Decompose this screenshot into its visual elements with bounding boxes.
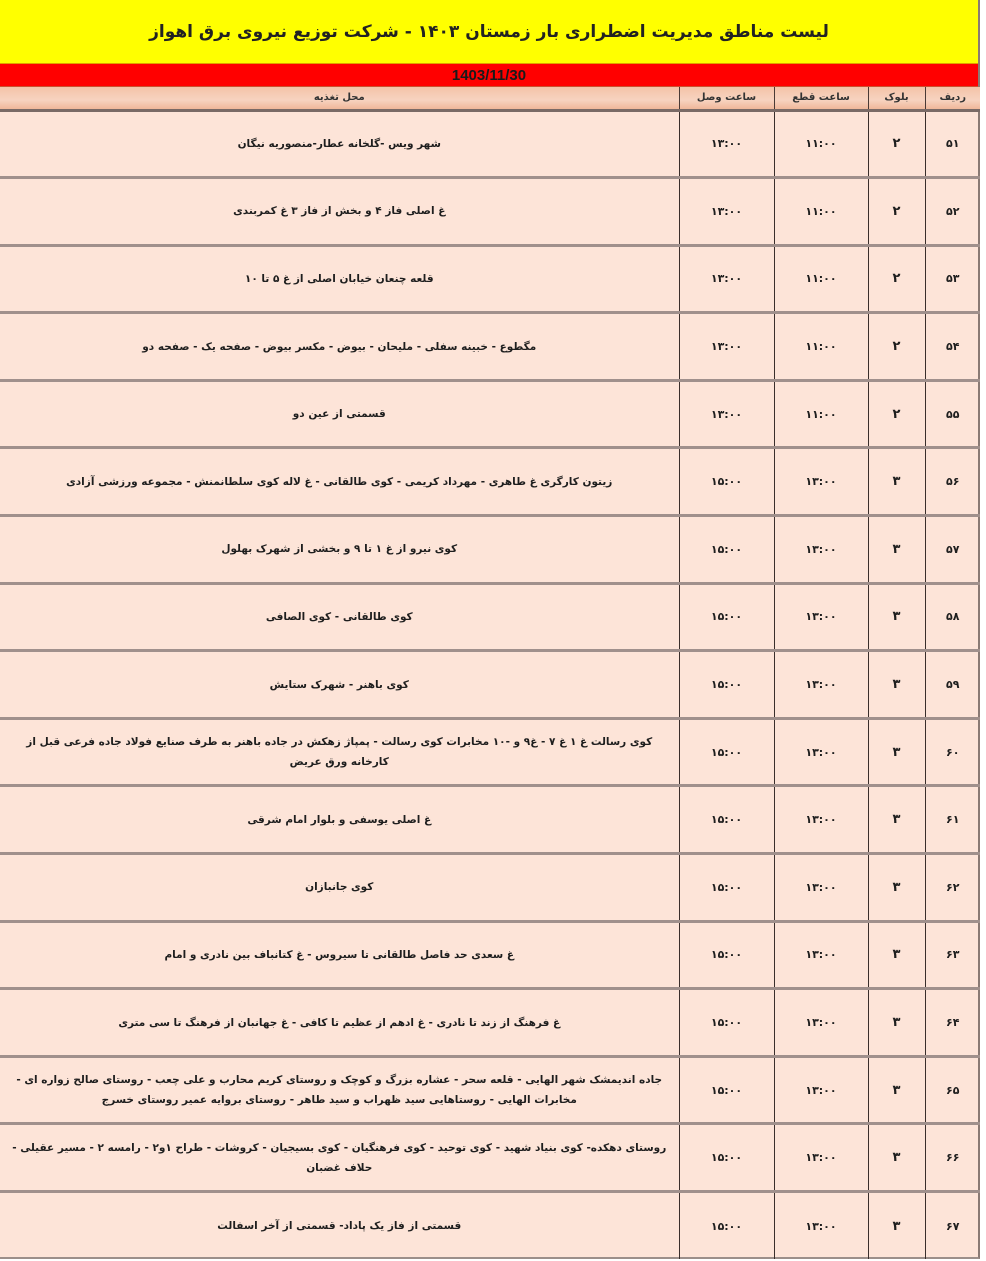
connect-time-cell: ۱۵:۰۰ [679, 718, 774, 786]
place-cell: غ اصلی یوسفی و بلوار امام شرقی [0, 786, 679, 854]
header-connect-time: ساعت وصل [679, 87, 774, 110]
connect-time-cell: ۱۵:۰۰ [679, 1056, 774, 1124]
cut-time-cell: ۱۳:۰۰ [774, 448, 868, 516]
cut-time-cell: ۱۱:۰۰ [774, 178, 868, 246]
cut-time-cell: ۱۳:۰۰ [774, 989, 868, 1057]
row-number-cell: ۵۱ [925, 110, 980, 178]
cut-time-cell: ۱۳:۰۰ [774, 1056, 868, 1124]
place-cell: قسمتی از عین دو [0, 380, 679, 448]
connect-time-cell: ۱۵:۰۰ [679, 583, 774, 651]
table-row [0, 718, 980, 786]
table-row [0, 380, 980, 448]
block-cell: ۳ [868, 1192, 925, 1260]
title-bar [0, 0, 978, 64]
block-cell: ۳ [868, 989, 925, 1057]
row-number-cell: ۵۹ [925, 651, 980, 719]
place-cell: روستای دهکده- کوی بنیاد شهید - کوی توحید - کوی فرهنگیان - کوی بسیجیان - کروشات - طراح ۱و۲ - رامسه ۲ - مسیر عقیلی - حلاف غضبان [0, 1124, 679, 1192]
table-row [0, 1192, 980, 1260]
place-cell: جاده اندیمشک شهر الهایی - قلعه سحر - عشاره بزرگ و کوچک و روستای کریم محارب و علی چعب - روستای صالح زواره ای - مخابرات الهایی - روستاهایی سید ظهراب و سید طاهر - روستای بروایه عمیر روستای خسرج [0, 1056, 679, 1124]
block-cell: ۳ [868, 718, 925, 786]
row-number-cell: ۵۳ [925, 245, 980, 313]
place-cell: کوی رسالت غ ۱ غ ۷ - غ۹ و -۱۰ مخابرات کوی رسالت - پمپاژ زهکش در جاده باهنر به طرف صنایع فولاد جاده فرعی قبل از کارخانه ورق عریض [0, 718, 679, 786]
connect-time-cell: ۱۵:۰۰ [679, 1192, 774, 1260]
connect-time-cell: ۱۳:۰۰ [679, 178, 774, 246]
block-cell: ۳ [868, 921, 925, 989]
table-row [0, 1124, 980, 1192]
table-row [0, 245, 980, 313]
table-row [0, 786, 980, 854]
cut-time-cell: ۱۳:۰۰ [774, 718, 868, 786]
block-cell: ۲ [868, 110, 925, 178]
row-number-cell: ۶۱ [925, 786, 980, 854]
table-row [0, 989, 980, 1057]
connect-time-cell: ۱۵:۰۰ [679, 516, 774, 584]
table-row [0, 854, 980, 922]
connect-time-cell: ۱۵:۰۰ [679, 854, 774, 922]
cut-time-cell: ۱۳:۰۰ [774, 651, 868, 719]
table-row [0, 583, 980, 651]
block-cell: ۳ [868, 516, 925, 584]
row-number-cell: ۶۴ [925, 989, 980, 1057]
table-row [0, 448, 980, 516]
cut-time-cell: ۱۱:۰۰ [774, 245, 868, 313]
cut-time-cell: ۱۳:۰۰ [774, 921, 868, 989]
place-cell: قسمتی از فاز یک پاداد- قسمتی از آخر اسفالت [217, 1220, 462, 1233]
connect-time-cell: ۱۵:۰۰ [679, 1124, 774, 1192]
cut-time-cell: ۱۱:۰۰ [774, 313, 868, 381]
connect-time-cell: ۱۳:۰۰ [679, 110, 774, 178]
table-header-row [0, 87, 980, 110]
connect-time-cell: ۱۳:۰۰ [679, 380, 774, 448]
row-number-cell: ۶۷ [925, 1192, 980, 1260]
connect-time-cell: ۱۳:۰۰ [679, 245, 774, 313]
connect-time-cell: ۱۵:۰۰ [679, 786, 774, 854]
table-row [0, 178, 980, 246]
table-row [0, 110, 980, 178]
cut-time-cell: ۱۳:۰۰ [774, 854, 868, 922]
connect-time-cell: ۱۵:۰۰ [679, 448, 774, 516]
place-cell: کوی نیرو از غ ۱ تا ۹ و بخشی از شهرک بهلول [0, 516, 679, 584]
cut-time-cell: ۱۱:۰۰ [774, 380, 868, 448]
header-place: محل تغذیه [0, 87, 679, 110]
cut-time-cell: ۱۳:۰۰ [774, 786, 868, 854]
table-row [0, 1056, 980, 1124]
block-cell: ۲ [868, 245, 925, 313]
date-bar [0, 64, 978, 87]
connect-time-cell: ۱۵:۰۰ [679, 651, 774, 719]
row-number-cell: ۶۶ [925, 1124, 980, 1192]
table-row [0, 313, 980, 381]
block-cell: ۲ [868, 380, 925, 448]
cut-time-cell: ۱۳:۰۰ [774, 516, 868, 584]
row-number-cell: ۶۳ [925, 921, 980, 989]
cut-time-cell: ۱۳:۰۰ [774, 1124, 868, 1192]
header-cut-time: ساعت قطع [774, 87, 868, 110]
cut-time-cell: ۱۳:۰۰ [774, 583, 868, 651]
row-number-cell: ۵۸ [925, 583, 980, 651]
connect-time-cell: ۱۵:۰۰ [679, 921, 774, 989]
block-cell: ۳ [868, 854, 925, 922]
place-cell: کوی جانبازان [0, 854, 679, 922]
schedule-date: 1403/11/30 [451, 66, 527, 84]
row-number-cell: ۶۵ [925, 1056, 980, 1124]
row-number-cell: ۵۶ [925, 448, 980, 516]
page-title: لیست مناطق مدیریت اضطراری بار زمستان ۱۴۰۳ - شرکت توزیع نیروی برق اهواز [149, 21, 829, 42]
connect-time-cell: ۱۵:۰۰ [679, 989, 774, 1057]
block-cell: ۳ [868, 583, 925, 651]
row-number-cell: ۵۵ [925, 380, 980, 448]
block-cell: ۲ [868, 313, 925, 381]
table-row [0, 516, 980, 584]
table-row [0, 921, 980, 989]
table-row [0, 651, 980, 719]
header-block: بلوک [868, 87, 925, 110]
cut-time-cell: ۱۱:۰۰ [774, 110, 868, 178]
place-cell: غ سعدی حد فاصل طالقانی تا سیروس - غ کتانباف بین نادری و امام [0, 921, 679, 989]
place-cell: شهر ویس -گلخانه عطار-منصوریه نیگان [0, 110, 679, 178]
place-cell: کوی باهنر - شهرک ستایش [0, 651, 679, 719]
row-number-cell: ۵۲ [925, 178, 980, 246]
block-cell: ۳ [868, 651, 925, 719]
place-cell: زیتون کارگری غ طاهری - مهرداد کریمی - کوی طالقانی - غ لاله کوی سلطانمنش - مجموعه ورزشی آزادی [0, 448, 679, 516]
row-number-cell: ۶۰ [925, 718, 980, 786]
block-cell: ۳ [868, 1056, 925, 1124]
header-row-number: ردیف [925, 87, 980, 110]
block-cell: ۳ [868, 448, 925, 516]
row-number-cell: ۶۲ [925, 854, 980, 922]
row-number-cell: ۵۴ [925, 313, 980, 381]
block-cell: ۳ [868, 786, 925, 854]
place-cell: غ فرهنگ از زند تا نادری - غ ادهم از عظیم تا کافی - غ جهانبان از فرهنگ تا سی متری [0, 989, 679, 1057]
connect-time-cell: ۱۳:۰۰ [679, 313, 774, 381]
place-cell: غ اصلی فاز ۴ و بخش از فاز ۳ غ کمربندی [0, 178, 679, 246]
block-cell: ۲ [868, 178, 925, 246]
row-number-cell: ۵۷ [925, 516, 980, 584]
place-cell: کوی طالقانی - کوی الصافی [0, 583, 679, 651]
outage-table [0, 87, 980, 1259]
block-cell: ۳ [868, 1124, 925, 1192]
cut-time-cell: ۱۳:۰۰ [774, 1192, 868, 1260]
place-cell: قلعه چنعان خیابان اصلی از غ ۵ تا ۱۰ [0, 245, 679, 313]
place-cell: مگطوع - خبینه سفلی - ملیحان - بیوض - مکسر بیوض - صفحه یک - صفحه دو [0, 313, 679, 381]
